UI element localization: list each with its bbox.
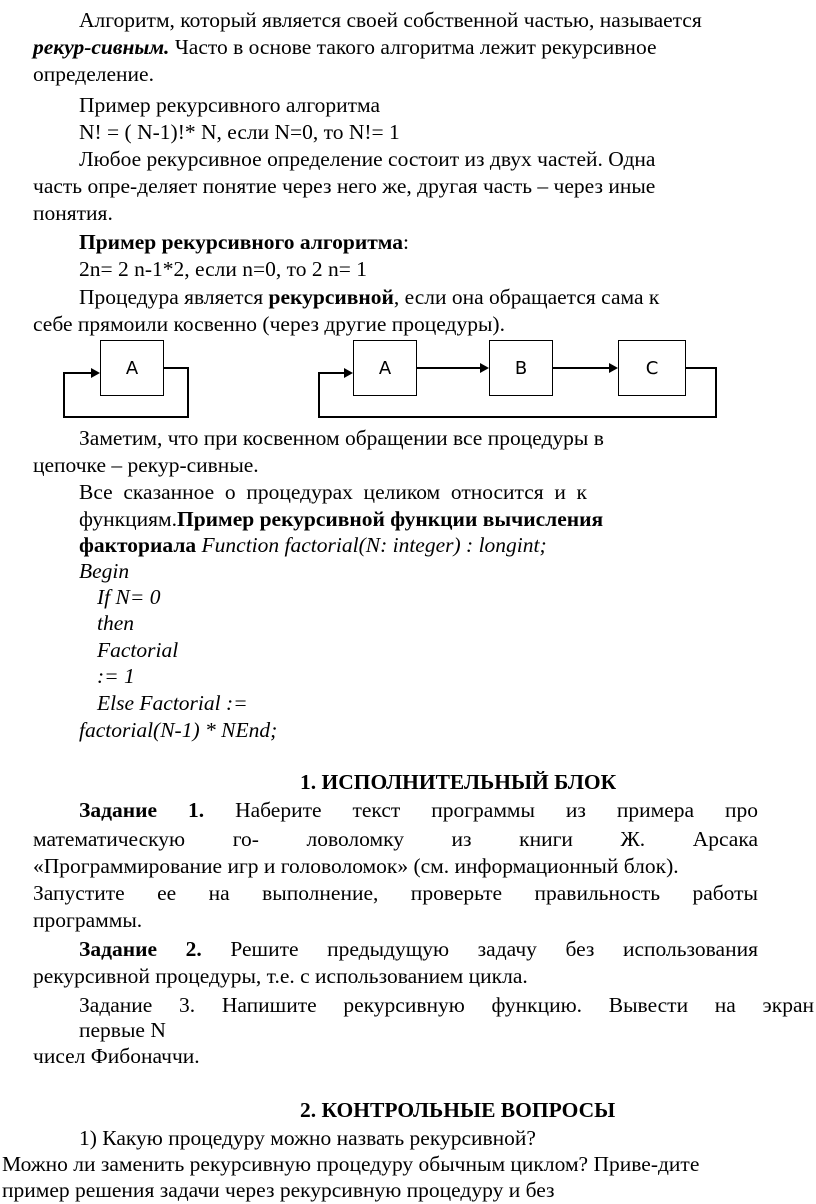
para5-line2 bbox=[79, 506, 603, 533]
para2-line1: Любое рекурсивное определение состоит из двух частей. Одна bbox=[79, 147, 656, 171]
task2-label: Задание 2. bbox=[79, 937, 202, 961]
task1-line2: математическую го- ловоломку из книги Ж. Арсака bbox=[33, 827, 758, 851]
task2-line2: рекурсивной процедуры, т.е. с использованием цикла. bbox=[33, 964, 528, 988]
task2-line1 bbox=[79, 936, 758, 963]
para5-bold-2: факториала bbox=[79, 533, 197, 557]
indirect-box-b: B bbox=[489, 340, 553, 396]
direct-wire-left bbox=[63, 372, 65, 417]
example2-label bbox=[79, 229, 409, 256]
wire-right bbox=[715, 367, 717, 417]
wire-c-out bbox=[686, 367, 716, 369]
indirect-box-a: A bbox=[353, 340, 417, 396]
example2-label-bold: Пример рекурсивного алгоритма bbox=[79, 230, 404, 254]
para1-line2-rest: Часто в основе такого алгоритма лежит рекурсивное bbox=[169, 35, 657, 59]
indirect-box-c: C bbox=[618, 340, 686, 396]
para1-line2 bbox=[33, 34, 657, 61]
wire-bottom bbox=[318, 416, 717, 418]
para5-line1: Все сказанное о процедурах целиком относится и к bbox=[79, 480, 587, 504]
wire-a-b bbox=[417, 367, 480, 369]
wire-in bbox=[318, 372, 344, 374]
task2-line1-text: Решите предыдущую задачу без использования bbox=[201, 937, 758, 961]
task1-line1 bbox=[79, 797, 758, 824]
code-line: then bbox=[97, 611, 135, 635]
para1-line1: Алгоритм, который является своей собственной частью, называется bbox=[79, 8, 702, 32]
task3-line3: чисел Фибоначчи. bbox=[33, 1044, 200, 1068]
section2-title: 2. КОНТРОЛЬНЫЕ ВОПРОСЫ bbox=[300, 1098, 616, 1122]
task1-line3: «Программирование игр и головоломок» (см. информационный блок). bbox=[33, 854, 679, 878]
para1-line3: определение. bbox=[33, 62, 154, 86]
para3-end: , если она обращается сама к bbox=[393, 285, 660, 309]
direct-box-a: A bbox=[100, 340, 164, 396]
example1-formula: N! = ( N-1)!* N, если N=0, то N!= 1 bbox=[79, 120, 400, 144]
task3-line1: Задание 3. Напишите рекурсивную функцию. Вывести на экран bbox=[79, 993, 814, 1017]
example1-label: Пример рекурсивного алгоритма bbox=[79, 93, 380, 117]
para4-line2: цепочке – рекур-сивные. bbox=[33, 453, 259, 477]
direct-wire-right bbox=[187, 367, 189, 417]
task1-line4: Запустите ее на выполнение, проверьте правильность работы bbox=[33, 881, 758, 905]
task3-line2: первые N bbox=[79, 1018, 166, 1042]
para5-line3 bbox=[79, 532, 547, 559]
code-line: Begin bbox=[79, 559, 130, 583]
code-line: Else Factorial := bbox=[97, 691, 248, 715]
code-line: := 1 bbox=[97, 664, 135, 688]
example2-label-tail: : bbox=[403, 230, 410, 254]
code-line: Factorial bbox=[97, 638, 179, 662]
para3-start: Процедура является bbox=[79, 285, 269, 309]
code-header: Function factorial(N: integer) : longint; bbox=[196, 533, 547, 557]
para4-line1: Заметим, что при косвенном обращении все процедуры в bbox=[79, 426, 604, 450]
wire-left bbox=[318, 372, 320, 417]
para5-plain: функциям. bbox=[79, 507, 177, 531]
example2-formula: 2n= 2 n-1*2, если n=0, то 2 n= 1 bbox=[79, 257, 368, 281]
para3-line2: себе прямоили косвенно (через другие процедуры). bbox=[33, 312, 505, 336]
question-1: 1) Какую процедуру можно назвать рекурсивной? bbox=[79, 1126, 536, 1150]
para3-line1 bbox=[79, 284, 659, 311]
task1-line5: программы. bbox=[33, 908, 143, 932]
arrow-b-c-icon bbox=[609, 363, 618, 373]
direct-wire-out bbox=[164, 367, 188, 369]
direct-wire-in bbox=[63, 372, 91, 374]
direct-arrow-icon bbox=[91, 368, 100, 378]
para5-bold: Пример рекурсивной функции вычисления bbox=[176, 507, 604, 531]
indirect-arrow-icon bbox=[344, 368, 353, 378]
code-line: factorial(N-1) * NEnd; bbox=[79, 718, 278, 742]
task1-line1-text: Наберите текст программы из примера про bbox=[204, 798, 759, 822]
code-line: If N= 0 bbox=[97, 585, 161, 609]
section1-title: 1. ИСПОЛНИТЕЛЬНЫЙ БЛОК bbox=[300, 770, 617, 794]
recursive-term: рекур-сивным. bbox=[33, 35, 170, 59]
task1-label: Задание 1. bbox=[79, 798, 205, 822]
para3-bold: рекурсивной bbox=[268, 285, 394, 309]
wire-b-c bbox=[553, 367, 609, 369]
arrow-a-b-icon bbox=[480, 363, 489, 373]
question-2-line2: пример решения задачи через рекурсивную процедуру и без bbox=[2, 1178, 555, 1202]
para2-line2: часть опре-деляет понятие через него же, другая часть – через иные bbox=[33, 174, 656, 198]
question-2-line1: Можно ли заменить рекурсивную процедуру обычным циклом? Приве-дите bbox=[2, 1152, 700, 1176]
direct-wire-bottom bbox=[63, 416, 189, 418]
para2-line3: понятия. bbox=[33, 201, 113, 225]
